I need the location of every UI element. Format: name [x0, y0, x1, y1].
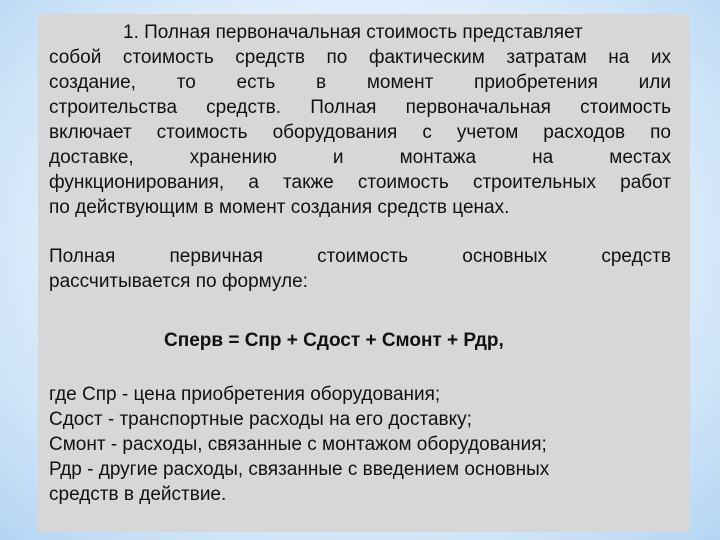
- word: основных: [462, 246, 548, 267]
- paragraph-line: 1. Полная первоначальная стоимость представляет: [123, 22, 583, 43]
- slide-content: [49, 20, 671, 507]
- paragraph-line: собой стоимость средств по фактическим затратам на их: [49, 47, 671, 68]
- formula-intro-paragraph: [49, 244, 671, 294]
- word: Полная: [49, 246, 116, 267]
- word: средств: [601, 246, 671, 267]
- definition-line: Сдост - транспортные расходы на его доставку;: [49, 409, 472, 430]
- formula-intro-line-2: рассчитывается по формуле:: [49, 271, 308, 292]
- paragraph-line: по действующим в момент создания средств ценах.: [49, 197, 510, 218]
- definition-paragraph: [49, 20, 671, 220]
- paragraph-line: создание, то есть в момент приобретения или: [49, 72, 671, 93]
- definition-line: где Спр - цена приобретения оборудования;: [49, 384, 441, 405]
- word: стоимость: [317, 246, 409, 267]
- paragraph-line: включает стоимость оборудования с учетом расходов по: [49, 122, 671, 143]
- formula-definitions: [49, 382, 671, 507]
- definition-line: Смонт - расходы, связанные с монтажом оборудования;: [49, 434, 547, 455]
- formula-intro-line: [49, 244, 671, 269]
- paragraph-line: функционирования, а также стоимость строительных работ: [49, 172, 671, 193]
- definition-line: средств в действие.: [49, 484, 227, 505]
- word: первичная: [169, 246, 263, 267]
- paragraph-line: строительства средств. Полная первоначальная стоимость: [49, 97, 671, 118]
- paragraph-line: доставке, хранению и монтажа на местах: [49, 147, 671, 168]
- cost-formula: Сперв = Спр + Сдост + Смонт + Рдр,: [164, 330, 504, 351]
- definition-line: Рдр - другие расходы, связанные с введением основных: [49, 459, 550, 480]
